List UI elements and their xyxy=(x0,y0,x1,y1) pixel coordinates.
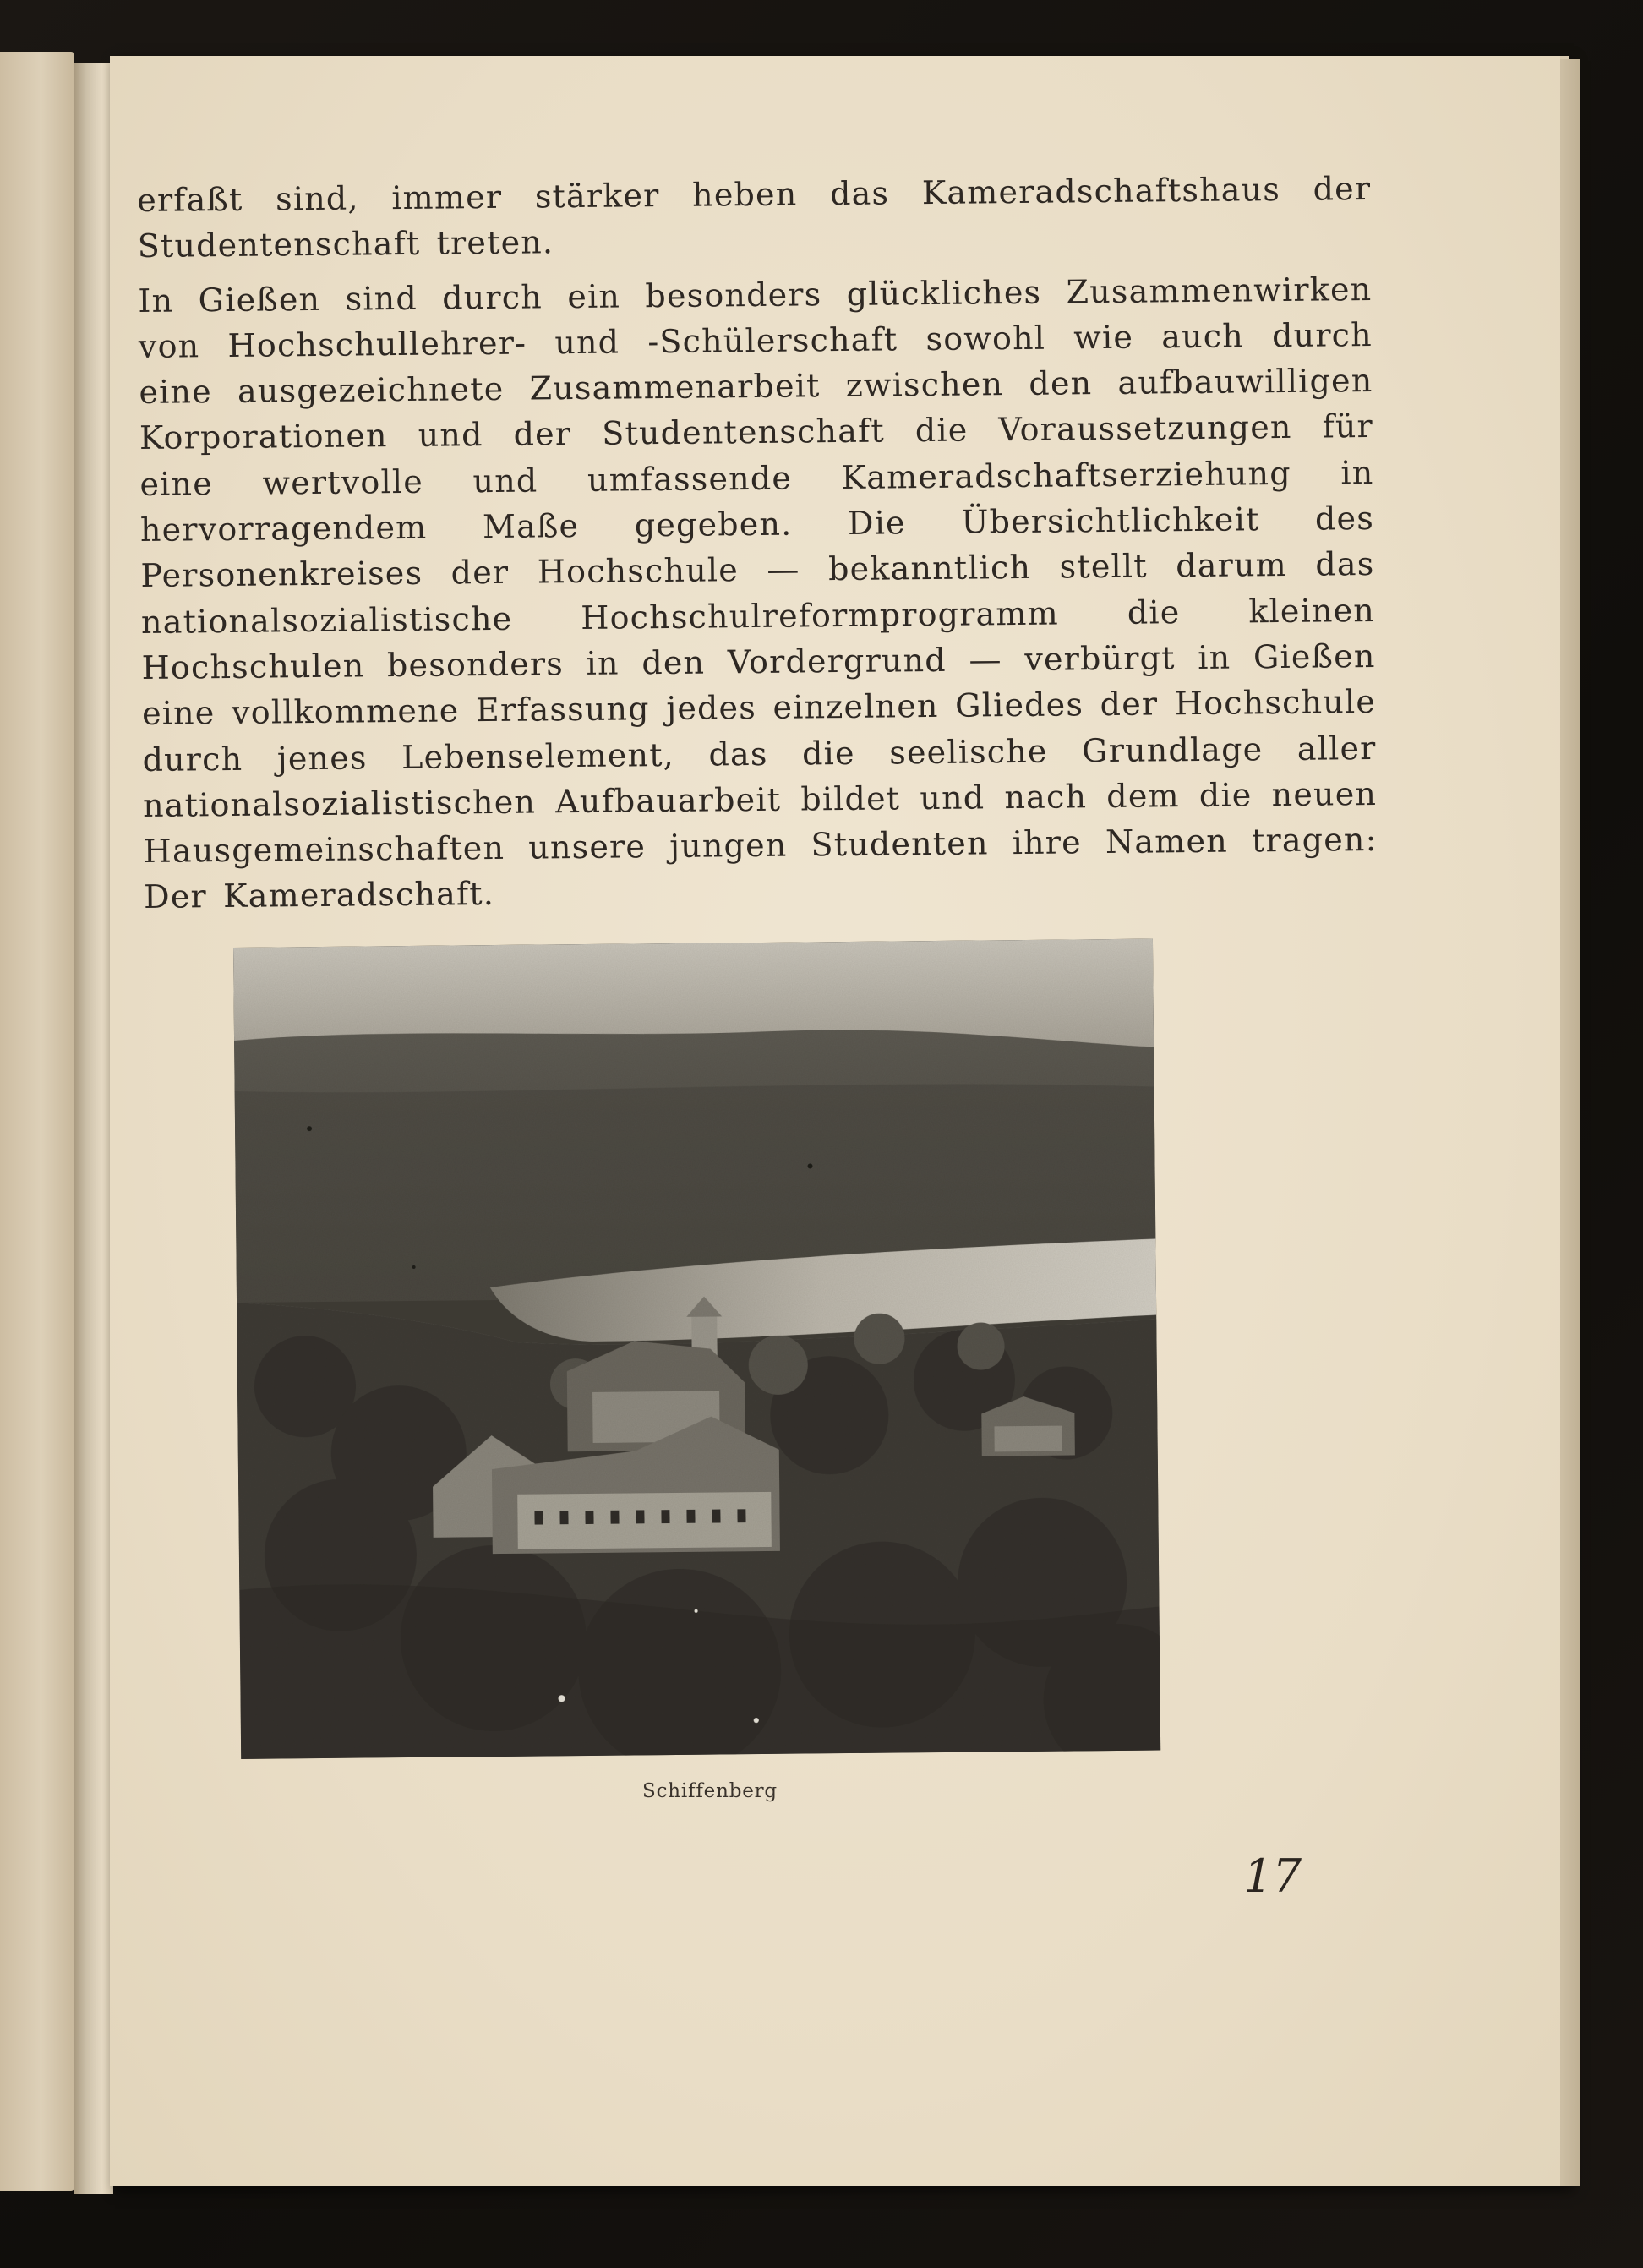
photo-illustration xyxy=(233,939,1160,1759)
schiffenberg-photo xyxy=(233,939,1160,1759)
paragraph-2: In Gießen sind durch ein besonders glückliches Zusammenwirken von Hochschullehrer- und -Schülerschaft sowohl wie auch durch eine ausgezeichnete Zusammenarbeit zwischen den aufbauwilligen Korporationen und der Studentenschaft die Voraussetzungen für eine wertvolle und umfassende Kameradschaftserziehung in hervorragendem Maße gegeben. Die Übersichtlichkeit des Personenkreises der Hochschule — bekanntlich stellt darum das nationalsozialistische Hochschulreformprogramm die kleinen Hochschulen besonders in den Vordergrund — verbürgt in Gießen eine vollkommene Erfassung jedes einzelnen Gliedes der Hochschule durch jenes Lebenselement, das die seelische Grundlage aller nationalsozialistischen Aufbauarbeit bildet und nach dem die neuen Hausgemeinschaften unsere jungen Studenten ihre Namen tragen: Der Kameradschaft. xyxy=(138,270,1378,916)
book-gutter xyxy=(74,63,113,2194)
page-stack-edge xyxy=(1560,59,1580,2186)
body-text xyxy=(137,166,1378,921)
previous-page-edge xyxy=(0,52,74,2191)
page-number: 17 xyxy=(1243,1850,1302,1903)
figure-caption: Schiffenberg xyxy=(642,1780,778,1802)
paragraph-1: erfaßt sind, immer stärker heben das Kameradschaftshaus der Studentenschaft treten. xyxy=(137,169,1372,265)
